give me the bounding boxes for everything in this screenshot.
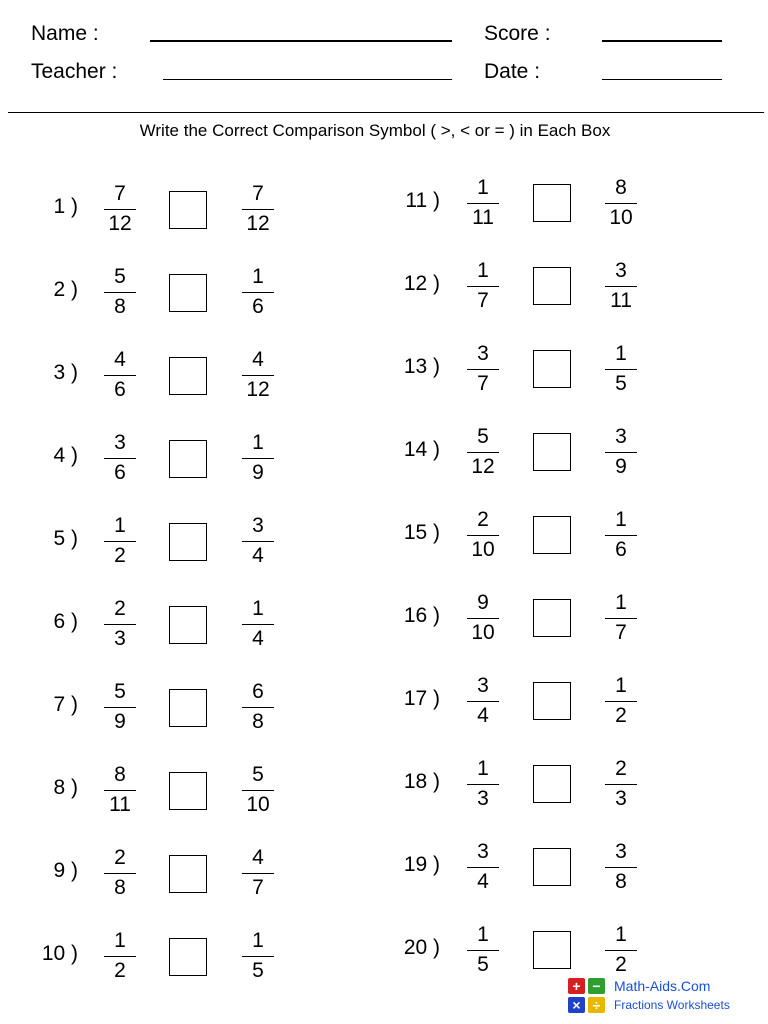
problem-number: 10 ) <box>41 942 78 965</box>
left-fraction <box>467 425 499 479</box>
answer-box[interactable] <box>533 848 571 886</box>
denominator: 11 <box>109 793 131 816</box>
denominator: 3 <box>615 787 627 810</box>
left-fraction <box>104 182 136 236</box>
answer-box[interactable] <box>533 267 571 305</box>
denominator: 12 <box>471 455 495 478</box>
left-fraction <box>467 259 499 313</box>
left-fraction <box>104 846 136 900</box>
teacher-label: Teacher : <box>31 60 118 83</box>
denominator: 2 <box>114 959 126 982</box>
denominator: 3 <box>477 787 489 810</box>
right-fraction <box>605 591 637 645</box>
answer-box[interactable] <box>169 938 207 976</box>
fraction-bar <box>467 701 499 702</box>
fraction-bar <box>605 701 637 702</box>
answer-box[interactable] <box>169 523 207 561</box>
fraction-bar <box>605 784 637 785</box>
right-fraction <box>242 597 274 651</box>
numerator: 1 <box>114 929 126 952</box>
denominator: 8 <box>114 295 126 318</box>
problem-number: 16 ) <box>403 604 440 627</box>
denominator: 10 <box>471 538 495 561</box>
fraction-bar <box>605 950 637 951</box>
fraction-bar <box>605 535 637 536</box>
left-fraction <box>467 176 499 230</box>
denominator: 3 <box>114 627 126 650</box>
numerator: 3 <box>252 514 264 537</box>
denominator: 2 <box>615 953 627 976</box>
right-fraction <box>242 846 274 900</box>
numerator: 1 <box>477 757 489 780</box>
left-fraction <box>104 265 136 319</box>
right-fraction <box>605 342 637 396</box>
left-fraction <box>104 348 136 402</box>
fraction-bar <box>467 867 499 868</box>
right-fraction <box>605 840 637 894</box>
fraction-bar <box>104 375 136 376</box>
denominator: 7 <box>252 876 264 899</box>
fraction-bar <box>467 784 499 785</box>
denominator: 6 <box>615 538 627 561</box>
divide-icon: ÷ <box>588 997 605 1013</box>
numerator: 1 <box>252 265 264 288</box>
numerator: 5 <box>114 265 126 288</box>
numerator: 9 <box>477 591 489 614</box>
score-label: Score : <box>484 22 551 45</box>
denominator: 8 <box>114 876 126 899</box>
denominator: 4 <box>252 544 264 567</box>
numerator: 2 <box>114 846 126 869</box>
answer-box[interactable] <box>169 689 207 727</box>
left-fraction <box>104 680 136 734</box>
instructions: Write the Correct Comparison Symbol ( >, < or = ) in Each Box <box>139 121 611 140</box>
fraction-bar <box>242 707 274 708</box>
fraction-bar <box>242 873 274 874</box>
numerator: 1 <box>252 929 264 952</box>
problem-number: 13 ) <box>403 355 440 378</box>
fraction-bar <box>104 707 136 708</box>
numerator: 3 <box>114 431 126 454</box>
problem-number: 6 ) <box>53 610 78 633</box>
denominator: 8 <box>252 710 264 733</box>
left-fraction <box>467 923 499 977</box>
numerator: 3 <box>615 259 627 282</box>
fraction-bar <box>467 618 499 619</box>
numerator: 2 <box>615 757 627 780</box>
numerator: 1 <box>477 923 489 946</box>
left-fraction <box>104 763 136 817</box>
fraction-bar <box>242 624 274 625</box>
answer-box[interactable] <box>169 440 207 478</box>
denominator: 9 <box>114 710 126 733</box>
answer-box[interactable] <box>533 599 571 637</box>
answer-box[interactable] <box>533 433 571 471</box>
answer-box[interactable] <box>533 682 571 720</box>
numerator: 3 <box>477 840 489 863</box>
numerator: 2 <box>114 597 126 620</box>
fraction-bar <box>104 956 136 957</box>
numerator: 1 <box>252 597 264 620</box>
denominator: 12 <box>108 212 132 235</box>
problem-number: 2 ) <box>53 278 78 301</box>
fraction-bar <box>242 292 274 293</box>
left-fraction <box>467 591 499 645</box>
problem-number: 4 ) <box>53 444 78 467</box>
numerator: 3 <box>615 425 627 448</box>
numerator: 1 <box>477 176 489 199</box>
times-icon: × <box>568 997 585 1013</box>
right-fraction <box>242 348 274 402</box>
fraction-bar <box>242 956 274 957</box>
numerator: 3 <box>477 342 489 365</box>
answer-box[interactable] <box>169 606 207 644</box>
denominator: 9 <box>615 455 627 478</box>
right-fraction <box>605 674 637 728</box>
fraction-bar <box>467 286 499 287</box>
denominator: 10 <box>246 793 270 816</box>
denominator: 6 <box>114 461 126 484</box>
denominator: 4 <box>252 627 264 650</box>
answer-box[interactable] <box>169 855 207 893</box>
right-fraction <box>242 431 274 485</box>
problem-number: 3 ) <box>53 361 78 384</box>
numerator: 2 <box>477 508 489 531</box>
right-fraction <box>605 176 637 230</box>
right-fraction <box>605 259 637 313</box>
fraction-bar <box>242 541 274 542</box>
answer-box[interactable] <box>533 350 571 388</box>
logo-subtitle: Fractions Worksheets <box>614 998 730 1012</box>
fraction-bar <box>467 535 499 536</box>
problem-number: 9 ) <box>53 859 78 882</box>
denominator: 5 <box>252 959 264 982</box>
numerator: 1 <box>114 514 126 537</box>
numerator: 1 <box>615 923 627 946</box>
numerator: 3 <box>615 840 627 863</box>
teacher-line[interactable] <box>163 79 452 80</box>
problem-number: 19 ) <box>403 853 440 876</box>
fraction-bar <box>605 452 637 453</box>
score-line[interactable] <box>602 40 722 42</box>
answer-box[interactable] <box>533 765 571 803</box>
denominator: 6 <box>114 378 126 401</box>
right-fraction <box>242 514 274 568</box>
left-fraction <box>467 342 499 396</box>
numerator: 5 <box>477 425 489 448</box>
fraction-bar <box>467 369 499 370</box>
answer-box[interactable] <box>169 772 207 810</box>
problem-number: 7 ) <box>53 693 78 716</box>
numerator: 8 <box>615 176 627 199</box>
left-fraction <box>467 508 499 562</box>
numerator: 1 <box>615 342 627 365</box>
fraction-bar <box>242 790 274 791</box>
numerator: 5 <box>114 680 126 703</box>
denominator: 5 <box>477 953 489 976</box>
answer-box[interactable] <box>533 516 571 554</box>
fraction-bar <box>104 790 136 791</box>
left-fraction <box>467 674 499 728</box>
denominator: 11 <box>610 289 632 312</box>
answer-box[interactable] <box>169 191 207 229</box>
date-label: Date : <box>484 60 541 83</box>
denominator: 4 <box>477 704 489 727</box>
numerator: 5 <box>252 763 264 786</box>
answer-box[interactable] <box>533 931 571 969</box>
fraction-bar <box>104 873 136 874</box>
denominator: 9 <box>252 461 264 484</box>
denominator: 12 <box>246 212 270 235</box>
fraction-bar <box>242 458 274 459</box>
problem-number: 20 ) <box>403 936 440 959</box>
fraction-bar <box>467 452 499 453</box>
right-fraction <box>242 763 274 817</box>
numerator: 1 <box>252 431 264 454</box>
problem-number: 14 ) <box>403 438 440 461</box>
left-fraction <box>104 597 136 651</box>
date-line[interactable] <box>602 79 722 80</box>
fraction-bar <box>605 618 637 619</box>
denominator: 7 <box>615 621 627 644</box>
numerator: 4 <box>252 348 264 371</box>
problem-number: 11 ) <box>405 189 440 212</box>
numerator: 6 <box>252 680 264 703</box>
operations-icon <box>568 978 608 1016</box>
left-fraction <box>104 929 136 983</box>
problem-number: 17 ) <box>403 687 440 710</box>
right-fraction <box>605 757 637 811</box>
fraction-bar <box>104 292 136 293</box>
answer-box[interactable] <box>533 184 571 222</box>
name-label: Name : <box>31 22 99 45</box>
numerator: 1 <box>477 259 489 282</box>
header-divider <box>8 112 764 113</box>
numerator: 1 <box>615 591 627 614</box>
fraction-bar <box>467 203 499 204</box>
numerator: 1 <box>615 508 627 531</box>
fraction-bar <box>605 203 637 204</box>
left-fraction <box>104 514 136 568</box>
plus-icon: + <box>568 978 585 994</box>
problem-number: 1 ) <box>53 195 78 218</box>
denominator: 11 <box>472 206 494 229</box>
fraction-bar <box>605 867 637 868</box>
logo-title: Math-Aids.Com <box>614 978 711 994</box>
denominator: 2 <box>114 544 126 567</box>
fraction-bar <box>104 624 136 625</box>
denominator: 7 <box>477 372 489 395</box>
left-fraction <box>467 757 499 811</box>
numerator: 7 <box>252 182 264 205</box>
numerator: 8 <box>114 763 126 786</box>
right-fraction <box>605 425 637 479</box>
problem-number: 12 ) <box>403 272 440 295</box>
answer-box[interactable] <box>169 274 207 312</box>
fraction-bar <box>242 375 274 376</box>
right-fraction <box>605 923 637 977</box>
right-fraction <box>242 265 274 319</box>
denominator: 6 <box>252 295 264 318</box>
right-fraction <box>242 929 274 983</box>
denominator: 10 <box>609 206 633 229</box>
denominator: 7 <box>477 289 489 312</box>
numerator: 4 <box>114 348 126 371</box>
denominator: 2 <box>615 704 627 727</box>
fraction-bar <box>104 209 136 210</box>
left-fraction <box>104 431 136 485</box>
denominator: 8 <box>615 870 627 893</box>
fraction-bar <box>467 950 499 951</box>
fraction-bar <box>242 209 274 210</box>
left-fraction <box>467 840 499 894</box>
problem-number: 8 ) <box>53 776 78 799</box>
numerator: 4 <box>252 846 264 869</box>
name-line[interactable] <box>150 40 452 42</box>
numerator: 1 <box>615 674 627 697</box>
fraction-bar <box>605 286 637 287</box>
problem-number: 18 ) <box>403 770 440 793</box>
denominator: 5 <box>615 372 627 395</box>
answer-box[interactable] <box>169 357 207 395</box>
fraction-bar <box>104 541 136 542</box>
right-fraction <box>242 680 274 734</box>
minus-icon: − <box>588 978 605 994</box>
problem-number: 15 ) <box>403 521 440 544</box>
fraction-bar <box>104 458 136 459</box>
right-fraction <box>242 182 274 236</box>
denominator: 4 <box>477 870 489 893</box>
numerator: 3 <box>477 674 489 697</box>
fraction-bar <box>605 369 637 370</box>
right-fraction <box>605 508 637 562</box>
math-aids-logo <box>568 978 760 1016</box>
denominator: 10 <box>471 621 495 644</box>
problem-number: 5 ) <box>53 527 78 550</box>
denominator: 12 <box>246 378 270 401</box>
numerator: 7 <box>114 182 126 205</box>
